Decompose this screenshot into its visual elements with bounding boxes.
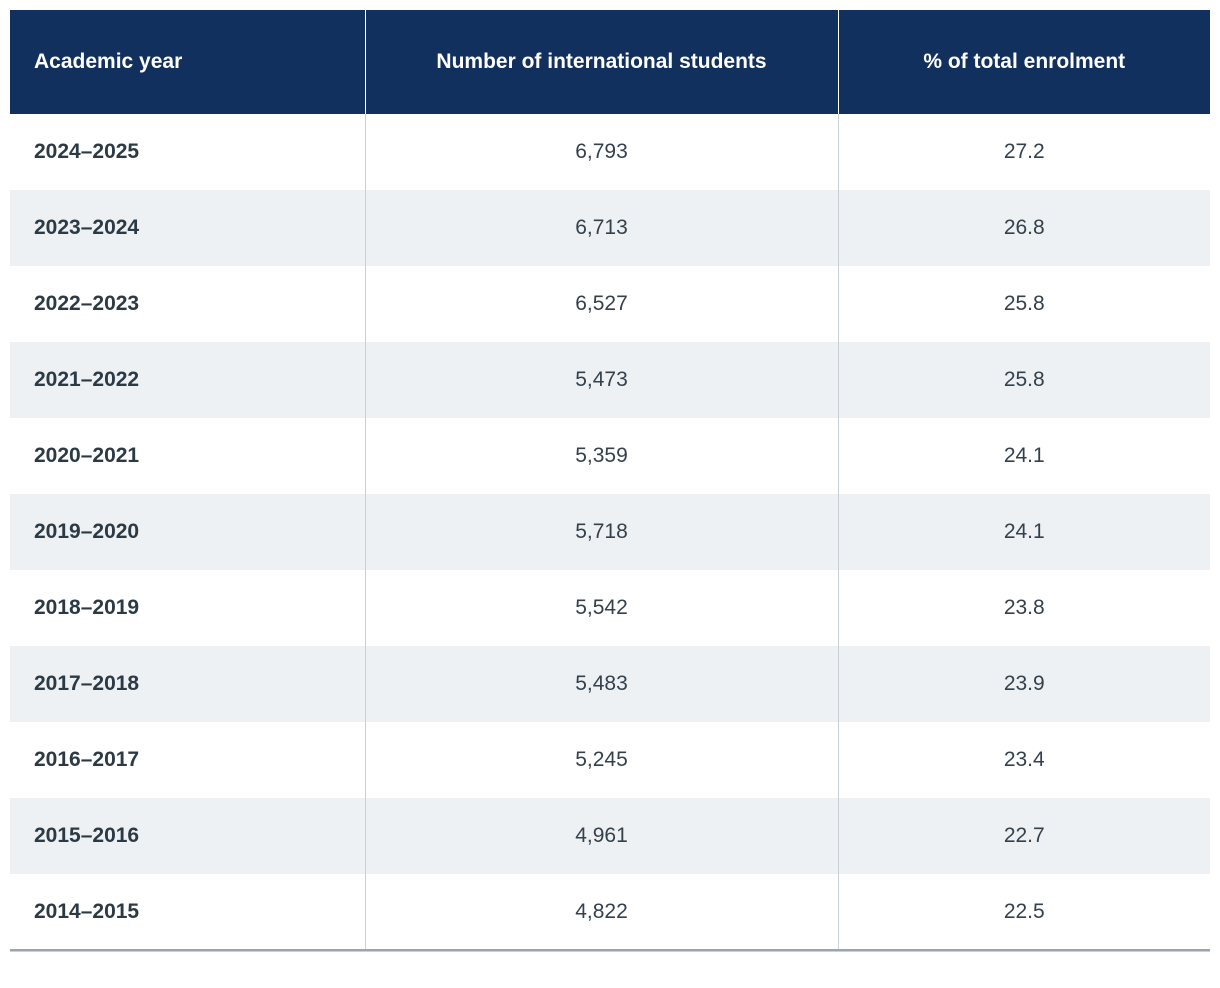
cell-academic-year: 2014–2015 xyxy=(10,874,365,950)
table-row xyxy=(10,494,1210,570)
table-row xyxy=(10,418,1210,494)
cell-percent-of-total-enrolment: 26.8 xyxy=(838,190,1210,266)
cell-percent-of-total-enrolment: 24.1 xyxy=(838,418,1210,494)
cell-number-of-international-students: 6,713 xyxy=(365,190,838,266)
table-row xyxy=(10,114,1210,190)
cell-percent-of-total-enrolment: 23.9 xyxy=(838,646,1210,722)
cell-number-of-international-students: 5,542 xyxy=(365,570,838,646)
cell-academic-year: 2015–2016 xyxy=(10,798,365,874)
cell-academic-year: 2022–2023 xyxy=(10,266,365,342)
cell-academic-year: 2020–2021 xyxy=(10,418,365,494)
cell-number-of-international-students: 5,473 xyxy=(365,342,838,418)
table-row xyxy=(10,798,1210,874)
cell-number-of-international-students: 5,245 xyxy=(365,722,838,798)
column-header-academic-year: Academic year xyxy=(10,10,365,114)
cell-academic-year: 2016–2017 xyxy=(10,722,365,798)
cell-academic-year: 2018–2019 xyxy=(10,570,365,646)
column-header-percent-of-total-enrolment: % of total enrolment xyxy=(838,10,1210,114)
international-students-table xyxy=(10,10,1210,951)
cell-number-of-international-students: 6,793 xyxy=(365,114,838,190)
column-header-number-of-international-students: Number of international students xyxy=(365,10,838,114)
cell-percent-of-total-enrolment: 25.8 xyxy=(838,266,1210,342)
table-header xyxy=(10,10,1210,114)
cell-number-of-international-students: 4,822 xyxy=(365,874,838,950)
table-header-row xyxy=(10,10,1210,114)
table-row xyxy=(10,646,1210,722)
cell-academic-year: 2023–2024 xyxy=(10,190,365,266)
cell-percent-of-total-enrolment: 22.7 xyxy=(838,798,1210,874)
cell-percent-of-total-enrolment: 25.8 xyxy=(838,342,1210,418)
table-row xyxy=(10,266,1210,342)
cell-academic-year: 2017–2018 xyxy=(10,646,365,722)
cell-number-of-international-students: 5,718 xyxy=(365,494,838,570)
cell-number-of-international-students: 6,527 xyxy=(365,266,838,342)
cell-number-of-international-students: 4,961 xyxy=(365,798,838,874)
cell-percent-of-total-enrolment: 23.4 xyxy=(838,722,1210,798)
cell-percent-of-total-enrolment: 24.1 xyxy=(838,494,1210,570)
cell-number-of-international-students: 5,483 xyxy=(365,646,838,722)
table-row xyxy=(10,722,1210,798)
table-row xyxy=(10,874,1210,950)
cell-percent-of-total-enrolment: 22.5 xyxy=(838,874,1210,950)
cell-academic-year: 2019–2020 xyxy=(10,494,365,570)
cell-number-of-international-students: 5,359 xyxy=(365,418,838,494)
cell-academic-year: 2021–2022 xyxy=(10,342,365,418)
cell-percent-of-total-enrolment: 23.8 xyxy=(838,570,1210,646)
table-row xyxy=(10,570,1210,646)
table-row xyxy=(10,190,1210,266)
cell-percent-of-total-enrolment: 27.2 xyxy=(838,114,1210,190)
bottom-divider xyxy=(10,951,1210,952)
table-row xyxy=(10,342,1210,418)
table-body xyxy=(10,114,1210,950)
cell-academic-year: 2024–2025 xyxy=(10,114,365,190)
